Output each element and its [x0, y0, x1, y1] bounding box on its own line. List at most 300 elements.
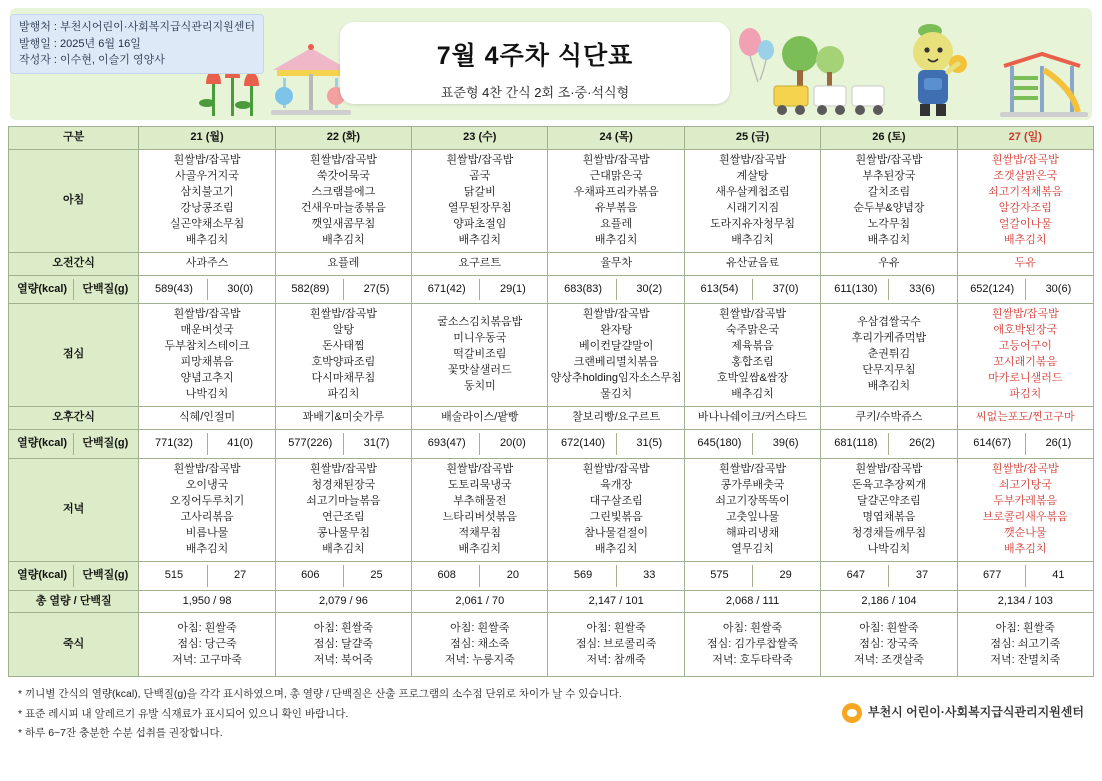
menu-item: 느타리버섯볶음 [442, 510, 517, 523]
row-label-dinner: 저녁 [9, 458, 139, 561]
row-label-breakfast: 아침 [9, 149, 139, 252]
cell-lunch-0 [141, 307, 272, 403]
protein-value: 25 [370, 568, 383, 581]
menu-item: 점심: 쇠고기죽 [990, 637, 1061, 650]
menu-item: 참나물겉절이 [584, 526, 649, 539]
cell-lunch-kcal-0 [139, 430, 275, 459]
menu-item: 호박잎쌈&쌈장 [717, 372, 789, 385]
protein-value: 39(6) [772, 437, 799, 449]
cell-breakfast-2 [414, 153, 545, 249]
cell-afternoon-snack-3: 찰보리빵/요구르트 [548, 407, 684, 430]
menu-item: 파김치 [327, 388, 360, 401]
menu-item: 저녁: 누룽지죽 [444, 653, 515, 666]
menu-item: 아침: 흰쌀죽 [859, 622, 919, 635]
row-dinner [9, 458, 1094, 561]
column-header-day-1: 22 (화) [275, 127, 411, 150]
menu-item: 도라지유자청무침 [710, 217, 796, 230]
column-header-day-4: 25 (금) [684, 127, 820, 150]
protein-value: 20(0) [500, 437, 526, 449]
menu-item: 양파초절임 [453, 217, 507, 230]
menu-item: 유부볶음 [594, 201, 638, 214]
menu-item: 돈사태찜 [322, 340, 365, 353]
menu-item: 아침: 흰쌀죽 [995, 622, 1055, 635]
cell-breakfast-4 [687, 153, 818, 249]
page-subtitle: 표준형 4찬 간식 2회 조·중·석식형 [440, 85, 630, 100]
menu-item: 새우살케첩조림 [715, 185, 790, 198]
menu-item: 흰쌀밥/잡곡밥 [855, 462, 923, 475]
menu-item: 미니우동국 [453, 332, 507, 345]
cell-lunch-kcal-6 [957, 430, 1093, 459]
menu-item: 단무지무침 [862, 364, 916, 377]
menu-item: 배추김치 [731, 233, 774, 246]
menu-item: 부추된장국 [862, 169, 916, 182]
menu-item: 흰쌀밥/잡곡밥 [173, 462, 241, 475]
menu-item: 열무된장무침 [447, 201, 512, 214]
kcal-value: 693(47) [414, 433, 480, 455]
menu-item: 저녁: 조갯살죽 [853, 653, 924, 666]
cell-total-4: 2,068 / 111 [684, 590, 820, 613]
menu-item: 흰쌀밥/잡곡밥 [173, 153, 241, 166]
menu-item: 해파리냉채 [725, 526, 780, 539]
cell-porridge-3 [550, 621, 681, 669]
menu-item: 근대맑은국 [589, 169, 643, 182]
footer-note-3: * 하루 6~7잔 충분한 수분 섭취를 권장합니다. [18, 727, 223, 740]
menu-item: 흰쌀밥/잡곡밥 [446, 153, 514, 166]
cell-lunch-kcal-5 [821, 430, 957, 459]
menu-item: 스크램블에그 [311, 185, 376, 198]
menu-item: 다시마채무침 [311, 372, 376, 385]
issuer-info-box [10, 14, 264, 74]
cell-lunch-kcal-2 [412, 430, 548, 459]
cell-morning-snack-2: 요구르트 [412, 252, 548, 275]
protein-value: 20 [506, 568, 520, 581]
menu-item: 나박김치 [185, 388, 229, 401]
menu-item: 쇠고기장똑똑이 [715, 494, 790, 507]
kcal-value: 608 [414, 565, 480, 587]
cell-dinner-3 [550, 462, 681, 558]
menu-item: 제육볶음 [731, 340, 774, 353]
menu-item: 크랜베리멸치볶음 [573, 356, 659, 369]
row-label-total: 총 열량 / 단백질 [9, 590, 139, 613]
menu-item: 브로콜리새우볶음 [982, 510, 1068, 523]
menu-item: 배추김치 [594, 233, 638, 246]
cell-porridge-5 [823, 621, 954, 669]
menu-item: 흰쌀밥/잡곡밥 [310, 462, 377, 475]
cell-total-3: 2,147 / 101 [548, 590, 684, 613]
menu-item: 물김치 [600, 388, 633, 401]
kcal-value: 569 [550, 565, 616, 587]
menu-item: 흰쌀밥/잡곡밥 [310, 153, 377, 166]
menu-item: 청경채들깨무침 [851, 526, 927, 539]
cell-breakfast-6 [960, 153, 1091, 249]
column-header-day-2: 23 (수) [412, 127, 548, 150]
row-breakfast-kcal [9, 275, 1094, 304]
kcal-value: 681(118) [823, 433, 889, 455]
menu-item: 꼬시래기볶음 [993, 356, 1058, 369]
cell-afternoon-snack-4: 바나나쉐이크/커스타드 [684, 407, 820, 430]
menu-item: 고등어구이 [998, 340, 1052, 353]
protein-value: 26(1) [1045, 437, 1072, 449]
document-footer [18, 685, 1084, 743]
menu-item: 그린빛볶음 [589, 510, 643, 523]
menu-item: 오이냉국 [185, 478, 229, 491]
row-label-kcal: 열량(kcal) [11, 433, 74, 455]
menu-item: 도토리묵냉국 [447, 478, 512, 491]
kcal-value: 671(42) [414, 279, 480, 301]
cell-porridge-4 [687, 621, 818, 669]
menu-item: 아침: 흰쌀죽 [177, 622, 237, 635]
menu-item: 콩가루배춧국 [720, 478, 785, 491]
menu-item: 순두부&양념장 [853, 201, 925, 214]
menu-item: 흰쌀밥/잡곡밥 [719, 462, 786, 475]
menu-item: 갈치조림 [867, 185, 911, 198]
cell-dinner-6 [960, 462, 1091, 558]
cell-breakfast-0 [141, 153, 272, 249]
row-porridge [9, 613, 1094, 677]
menu-item: 배추김치 [867, 380, 911, 393]
cell-lunch-1 [278, 307, 409, 403]
menu-item: 저녁: 호두타락죽 [712, 653, 793, 666]
menu-item: 두부참치스테이크 [164, 340, 250, 353]
logo-mark-icon [842, 703, 862, 723]
cell-total-5: 2,186 / 104 [821, 590, 957, 613]
menu-item: 아침: 흰쌀죽 [313, 622, 374, 635]
protein-value: 29 [779, 568, 792, 581]
row-label-kcal: 열량(kcal) [11, 279, 74, 301]
menu-item: 흰쌀밥/잡곡밥 [991, 153, 1059, 166]
cell-breakfast-kcal-5 [821, 275, 957, 304]
row-label-lunch-kcal [9, 430, 139, 459]
cell-breakfast-kcal-6 [957, 275, 1093, 304]
menu-item: 파김치 [1009, 388, 1042, 401]
protein-value: 30(0) [227, 282, 253, 295]
menu-item: 흰쌀밥/잡곡밥 [991, 308, 1059, 321]
cell-dinner-4 [687, 462, 818, 558]
cell-dinner-kcal-5 [821, 561, 957, 590]
row-label-lunch: 점심 [9, 304, 139, 407]
menu-item: 비름나물 [185, 526, 229, 539]
menu-item: 고춧잎나물 [725, 510, 780, 523]
menu-item: 우삼겹쌀국수 [857, 316, 921, 329]
cell-breakfast-3 [550, 153, 681, 249]
menu-item: 삼치불고기 [180, 185, 234, 198]
cell-dinner-kcal-0 [139, 561, 275, 590]
menu-item: 애호박된장국 [993, 324, 1058, 337]
cell-dinner-kcal-3 [548, 561, 684, 590]
footer-note-2: * 표준 레시피 내 알레르기 유발 식재료가 표시되어 있으니 확인 바랍니다. [18, 707, 349, 720]
menu-item: 아침: 흰쌀죽 [722, 622, 783, 635]
cell-morning-snack-5: 우유 [821, 252, 957, 275]
cell-breakfast-kcal-0 [139, 275, 275, 304]
row-label-protein: 단백질(g) [82, 568, 129, 581]
cell-morning-snack-3: 율무차 [548, 252, 684, 275]
menu-item: 쑥갓어묵국 [316, 169, 370, 182]
menu-item: 양상추holding임자소스무침 [550, 372, 682, 385]
menu-item: 청경채된장국 [311, 478, 376, 491]
row-breakfast [9, 149, 1094, 252]
cell-lunch-kcal-4 [684, 430, 820, 459]
menu-item: 돈육고추장찌개 [851, 478, 927, 491]
protein-value: 37 [915, 568, 929, 581]
kcal-value: 771(32) [141, 433, 207, 455]
kcal-value: 613(54) [687, 279, 753, 301]
kcal-value: 677 [960, 565, 1026, 587]
row-lunch-kcal [9, 430, 1094, 459]
train-icon [770, 74, 890, 120]
menu-item: 홍합조림 [731, 356, 774, 369]
cell-breakfast-kcal-4 [684, 275, 820, 304]
cell-morning-snack-4: 유산균음료 [684, 252, 820, 275]
menu-item: 조갯살맑은국 [993, 169, 1058, 182]
column-header-label: 구분 [9, 127, 139, 150]
menu-item: 깻순나물 [1004, 526, 1047, 539]
cell-dinner-kcal-4 [684, 561, 820, 590]
menu-item: 호박양파조림 [311, 356, 376, 369]
menu-item: 배추김치 [458, 542, 502, 555]
cell-lunch-4 [687, 307, 818, 403]
menu-item: 알감자조림 [998, 201, 1052, 214]
protein-value: 27(5) [363, 282, 390, 295]
menu-item: 건새우마늘종볶음 [300, 201, 386, 214]
kcal-value: 683(83) [550, 279, 616, 301]
cell-dinner-0 [141, 462, 272, 558]
menu-item: 흰쌀밥/잡곡밥 [991, 462, 1059, 475]
menu-item: 시래기지짐 [725, 201, 780, 214]
protein-value: 33(6) [909, 282, 935, 295]
kcal-value: 672(140) [550, 433, 616, 455]
menu-item: 점심: 장국죽 [859, 637, 919, 650]
menu-item: 부추해물전 [453, 494, 507, 507]
cell-lunch-2 [414, 315, 545, 395]
row-label-breakfast-kcal [9, 275, 139, 304]
cell-porridge-1 [278, 621, 409, 669]
organization-name: 부천시 어린이·사회복지급식관리지원센터 [868, 705, 1084, 720]
menu-item: 흰쌀밥/잡곡밥 [173, 308, 241, 321]
cell-porridge-0 [141, 621, 272, 669]
cell-lunch-3 [550, 307, 681, 403]
title-card [340, 22, 730, 104]
menu-item: 배추김치 [458, 233, 502, 246]
menu-item: 두부카레볶음 [993, 494, 1058, 507]
playground-slide-icon [996, 48, 1092, 120]
menu-item: 흰쌀밥/잡곡밥 [446, 462, 514, 475]
menu-item: 대구살조림 [589, 494, 643, 507]
issuer-publisher: 발행처 : 부천시어린이·사회복지급식관리지원센터 [19, 21, 255, 33]
protein-value: 30(6) [1045, 282, 1072, 295]
cell-total-6: 2,134 / 103 [957, 590, 1093, 613]
menu-item: 배추김치 [322, 542, 365, 555]
menu-item: 저녁: 고구마죽 [172, 653, 242, 666]
protein-value: 26(2) [909, 437, 935, 449]
menu-item: 배추김치 [731, 388, 774, 401]
cell-porridge-6 [960, 621, 1091, 669]
menu-item: 점심: 당근죽 [177, 637, 237, 650]
menu-item: 저녁: 북어죽 [313, 653, 374, 666]
menu-item: 떡갈비조림 [453, 348, 507, 361]
row-label-afternoon-snack: 오후간식 [9, 407, 139, 430]
kcal-value: 611(130) [823, 279, 889, 301]
menu-item: 알탕 [332, 324, 355, 337]
cell-dinner-5 [823, 462, 954, 558]
menu-item: 흰쌀밥/잡곡밥 [719, 308, 786, 321]
menu-item: 후리가케쥬먹밥 [851, 332, 927, 345]
menu-item: 완자탕 [600, 324, 633, 337]
menu-item: 점심: 김가루찹쌀죽 [706, 637, 799, 650]
menu-item: 저녁: 참깨죽 [586, 653, 646, 666]
row-morning-snack [9, 252, 1094, 275]
cell-lunch-kcal-1 [275, 430, 411, 459]
footer-note-1: * 끼니별 간식의 열량(kcal), 단백질(g)을 각각 표시하였으며, 총 열량 / 단백질은 산출 프로그램의 소수점 단위로 차이가 날 수 있습니다. [18, 688, 622, 701]
cell-breakfast-kcal-3 [548, 275, 684, 304]
cell-total-2: 2,061 / 70 [412, 590, 548, 613]
document-header [10, 8, 1092, 120]
row-dinner-kcal [9, 561, 1094, 590]
menu-item: 곰국 [469, 169, 491, 182]
protein-value: 33 [643, 568, 656, 581]
column-header-day-6: 27 (일) [957, 127, 1093, 150]
row-label-protein: 단백질(g) [82, 437, 129, 449]
menu-item: 흰쌀밥/잡곡밥 [719, 153, 786, 166]
menu-item: 마카로니샐러드 [988, 372, 1063, 385]
menu-item: 배추김치 [867, 233, 911, 246]
column-header-day-0: 21 (월) [139, 127, 275, 150]
menu-item: 점심: 브로콜리죽 [575, 637, 657, 650]
menu-item: 오징어두루치기 [169, 494, 245, 507]
kcal-value: 582(89) [278, 279, 344, 301]
menu-item: 닭갈비 [463, 185, 496, 198]
row-label-dinner-kcal [9, 561, 139, 590]
menu-item: 배추김치 [1004, 233, 1047, 246]
menu-item: 요플레 [600, 217, 633, 230]
menu-item: 깻잎새콤무침 [311, 217, 376, 230]
menu-item: 피망채볶음 [180, 356, 234, 369]
cell-breakfast-5 [823, 153, 954, 249]
kcal-value: 647 [823, 565, 889, 587]
column-header-day-3: 24 (목) [548, 127, 684, 150]
cell-morning-snack-0: 사과주스 [139, 252, 275, 275]
row-afternoon-snack [9, 407, 1094, 430]
cell-breakfast-kcal-1 [275, 275, 411, 304]
menu-item: 매운버섯국 [180, 324, 234, 337]
cell-morning-snack-1: 요플레 [275, 252, 411, 275]
cell-lunch-5 [823, 315, 954, 395]
menu-item: 굴소스김치볶음밥 [437, 316, 523, 329]
cell-dinner-kcal-6 [957, 561, 1093, 590]
cell-afternoon-snack-0: 식혜/인절미 [139, 407, 275, 430]
menu-item: 쇠고기마늘볶음 [306, 494, 381, 507]
kcal-value: 652(124) [960, 279, 1026, 301]
menu-item: 강낭콩조림 [180, 201, 234, 214]
menu-item: 점심: 채소죽 [450, 637, 510, 650]
organization-logo [842, 701, 1084, 723]
cell-dinner-kcal-1 [275, 561, 411, 590]
cell-afternoon-snack-6: 씨없는포도/찐고구마 [957, 407, 1093, 430]
menu-item: 흰쌀밥/잡곡밥 [855, 153, 923, 166]
menu-item: 아침: 흰쌀죽 [450, 622, 510, 635]
menu-item: 우채파프리카볶음 [573, 185, 659, 198]
kcal-value: 606 [278, 565, 344, 587]
protein-value: 41 [1052, 568, 1065, 581]
menu-item: 고사리볶음 [180, 510, 234, 523]
menu-item: 배추김치 [594, 542, 638, 555]
cell-lunch-6 [960, 307, 1091, 403]
menu-item: 숙주맑은국 [725, 324, 780, 337]
cell-morning-snack-6: 두유 [957, 252, 1093, 275]
cell-dinner-kcal-2 [412, 561, 548, 590]
menu-item: 아침: 흰쌀죽 [586, 622, 646, 635]
menu-item: 흰쌀밥/잡곡밥 [582, 153, 650, 166]
protein-value: 31(7) [363, 437, 390, 449]
menu-item: 흰쌀밥/잡곡밥 [582, 462, 650, 475]
menu-item: 동치미 [463, 380, 496, 393]
cell-total-0: 1,950 / 98 [139, 590, 275, 613]
cell-lunch-kcal-3 [548, 430, 684, 459]
menu-item: 얼갈이나물 [998, 217, 1052, 230]
kcal-value: 589(43) [141, 279, 207, 301]
kcal-value: 577(226) [278, 433, 344, 455]
cell-afternoon-snack-2: 배술라이스/팥빵 [412, 407, 548, 430]
cell-total-1: 2,079 / 96 [275, 590, 411, 613]
menu-item: 춘권튀김 [867, 348, 911, 361]
cell-dinner-1 [278, 462, 409, 558]
menu-item: 육개장 [600, 478, 633, 491]
protein-value: 30(2) [636, 282, 663, 295]
menu-item: 저녁: 잔멸치죽 [990, 653, 1061, 666]
cell-afternoon-snack-1: 꽈배기&미숫가루 [275, 407, 411, 430]
menu-item: 배추김치 [185, 233, 229, 246]
menu-item: 꽃맛살샐러드 [447, 364, 512, 377]
menu-item: 베이컨달걀말이 [578, 340, 654, 353]
menu-item: 적채무침 [458, 526, 502, 539]
menu-item: 계살탕 [736, 169, 769, 182]
kcal-value: 515 [141, 565, 207, 587]
cell-porridge-2 [414, 621, 545, 669]
menu-item: 쇠고기적채볶음 [988, 185, 1063, 198]
row-label-morning-snack: 오전간식 [9, 252, 139, 275]
row-label-porridge: 죽식 [9, 613, 139, 677]
menu-item: 콩나물무침 [316, 526, 370, 539]
kcal-value: 575 [687, 565, 753, 587]
menu-item: 흰쌀밥/잡곡밥 [582, 308, 650, 321]
cell-afternoon-snack-5: 쿠키/수박쥬스 [821, 407, 957, 430]
issuer-author: 작성자 : 이수현, 이슬기 영양사 [19, 54, 165, 66]
protein-value: 31(5) [636, 437, 663, 449]
menu-item: 연근조림 [322, 510, 365, 523]
menu-item: 쇠고기탕국 [998, 478, 1052, 491]
kcal-value: 645(180) [687, 433, 753, 455]
column-header-day-5: 26 (토) [821, 127, 957, 150]
menu-item: 흰쌀밥/잡곡밥 [310, 308, 377, 321]
row-totals [9, 590, 1094, 613]
menu-item: 배추김치 [185, 542, 229, 555]
menu-item: 달걀곤약조림 [857, 494, 921, 507]
menu-item: 나박김치 [867, 542, 911, 555]
cell-dinner-2 [414, 462, 545, 558]
kcal-value: 614(67) [960, 433, 1026, 455]
menu-item: 열무김치 [731, 542, 774, 555]
menu-item: 배추김치 [322, 233, 365, 246]
table-header-row [9, 127, 1094, 150]
menu-table [8, 126, 1094, 677]
page-title: 7월 4주차 식단표 [436, 42, 634, 70]
menu-item: 실곤약채소무침 [169, 217, 245, 230]
row-lunch [9, 304, 1094, 407]
issuer-date: 발행일 : 2025년 6월 16일 [19, 37, 141, 50]
row-label-kcal: 열량(kcal) [11, 565, 74, 587]
protein-value: 27 [234, 568, 247, 581]
menu-item: 배추김치 [1004, 542, 1047, 555]
menu-item: 양념고추지 [180, 372, 234, 385]
